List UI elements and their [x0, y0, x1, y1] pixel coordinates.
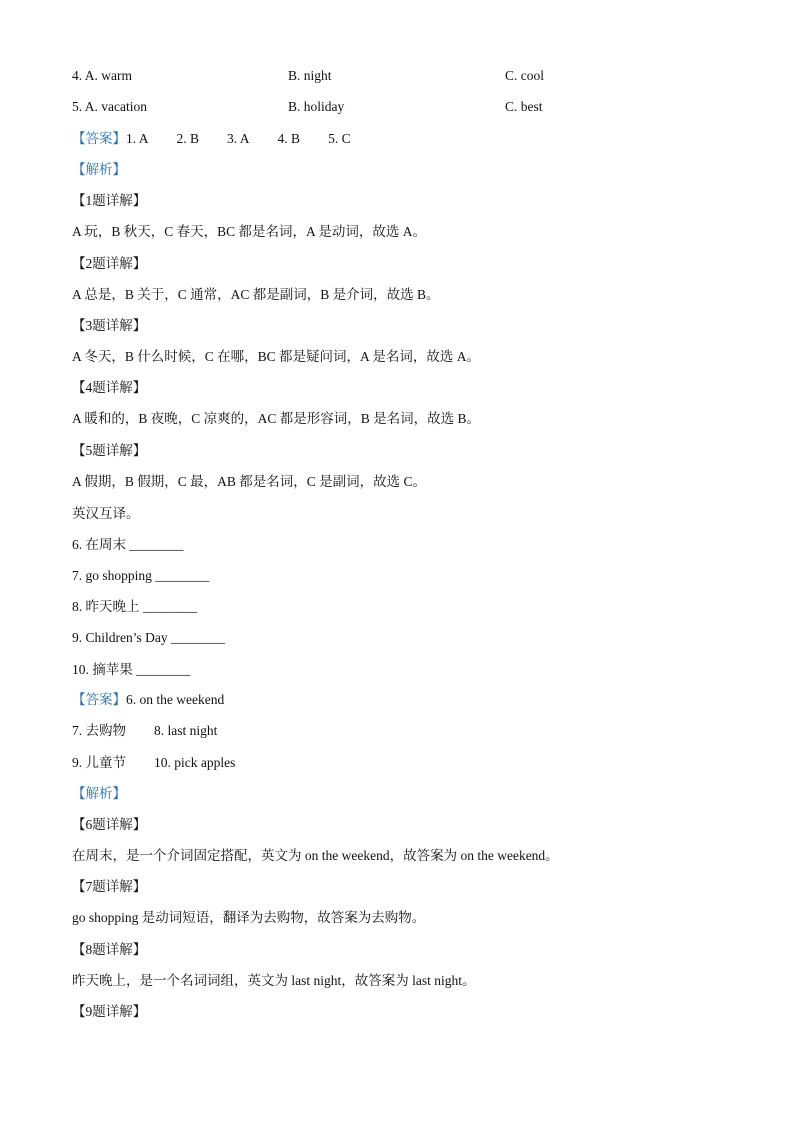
detail-text: A 冬天，B 什么时候，C 在哪，BC 都是疑问词，A 是名词，故选 A。: [72, 349, 481, 364]
answer-item: 8. last night: [154, 723, 218, 738]
answer-item: 1. A: [126, 131, 149, 146]
answer-line-4: [72, 754, 235, 772]
q5-option-a: 5. A. vacation: [72, 99, 147, 114]
detail-heading: 【2题详解】: [72, 256, 147, 271]
section-title: 英汉互译。: [72, 506, 140, 521]
question-6: 6. 在周末 ________: [72, 537, 184, 552]
q4-option-c: C. cool: [505, 68, 544, 83]
answer-item: 9. 儿童节: [72, 755, 126, 770]
q5-option-c: C. best: [505, 99, 543, 114]
q4-option-a: 4. A. warm: [72, 68, 132, 83]
question-8: 8. 昨天晚上 ________: [72, 599, 197, 614]
question-7: 7. go shopping ________: [72, 568, 210, 583]
analysis-label: 【解析】: [72, 786, 126, 801]
answer-label: 【答案】: [72, 692, 126, 707]
detail-heading: 【3题详解】: [72, 318, 147, 333]
answer-item: 6. on the weekend: [126, 692, 225, 707]
analysis-label: 【解析】: [72, 162, 126, 177]
answer-item: 4. B: [277, 131, 301, 146]
detail-heading: 【4题详解】: [72, 380, 147, 395]
detail-text: 昨天晚上，是一个名词词组，英文为 last night，故答案为 last night。: [72, 973, 476, 988]
answer-line-3: [72, 722, 217, 740]
detail-text: go shopping 是动词短语，翻译为去购物，故答案为去购物。: [72, 910, 426, 925]
answer-item: 2. B: [176, 131, 200, 146]
answer-line-2: [72, 691, 224, 709]
question-10: 10. 摘苹果 ________: [72, 662, 191, 677]
detail-text: 在周末，是一个介词固定搭配，英文为 on the weekend，故答案为 on the weekend。: [72, 848, 559, 863]
detail-heading: 【6题详解】: [72, 817, 147, 832]
answer-item: 10. pick apples: [154, 755, 236, 770]
answer-line-1: [72, 130, 379, 148]
detail-heading: 【7题详解】: [72, 879, 147, 894]
detail-text: A 暖和的，B 夜晚，C 凉爽的，AC 都是形容词，B 是名词，故选 B。: [72, 411, 481, 426]
answer-item: 7. 去购物: [72, 723, 126, 738]
answer-item: 3. A: [227, 131, 250, 146]
question-9: 9. Children’s Day ________: [72, 630, 225, 645]
q4-option-b: B. night: [288, 68, 332, 83]
detail-text: A 玩，B 秋天，C 春天，BC 都是名词，A 是动词，故选 A。: [72, 224, 427, 239]
detail-heading: 【1题详解】: [72, 193, 147, 208]
detail-heading: 【5题详解】: [72, 443, 147, 458]
detail-text: A 假期，B 假期，C 最，AB 都是名词，C 是副词，故选 C。: [72, 474, 427, 489]
detail-heading: 【9题详解】: [72, 1004, 147, 1019]
q5-option-b: B. holiday: [288, 99, 345, 114]
answer-item: 5. C: [328, 131, 351, 146]
answer-label: 【答案】: [72, 131, 126, 146]
detail-heading: 【8题详解】: [72, 942, 147, 957]
detail-text: A 总是，B 关于，C 通常，AC 都是副词，B 是介词，故选 B。: [72, 287, 440, 302]
